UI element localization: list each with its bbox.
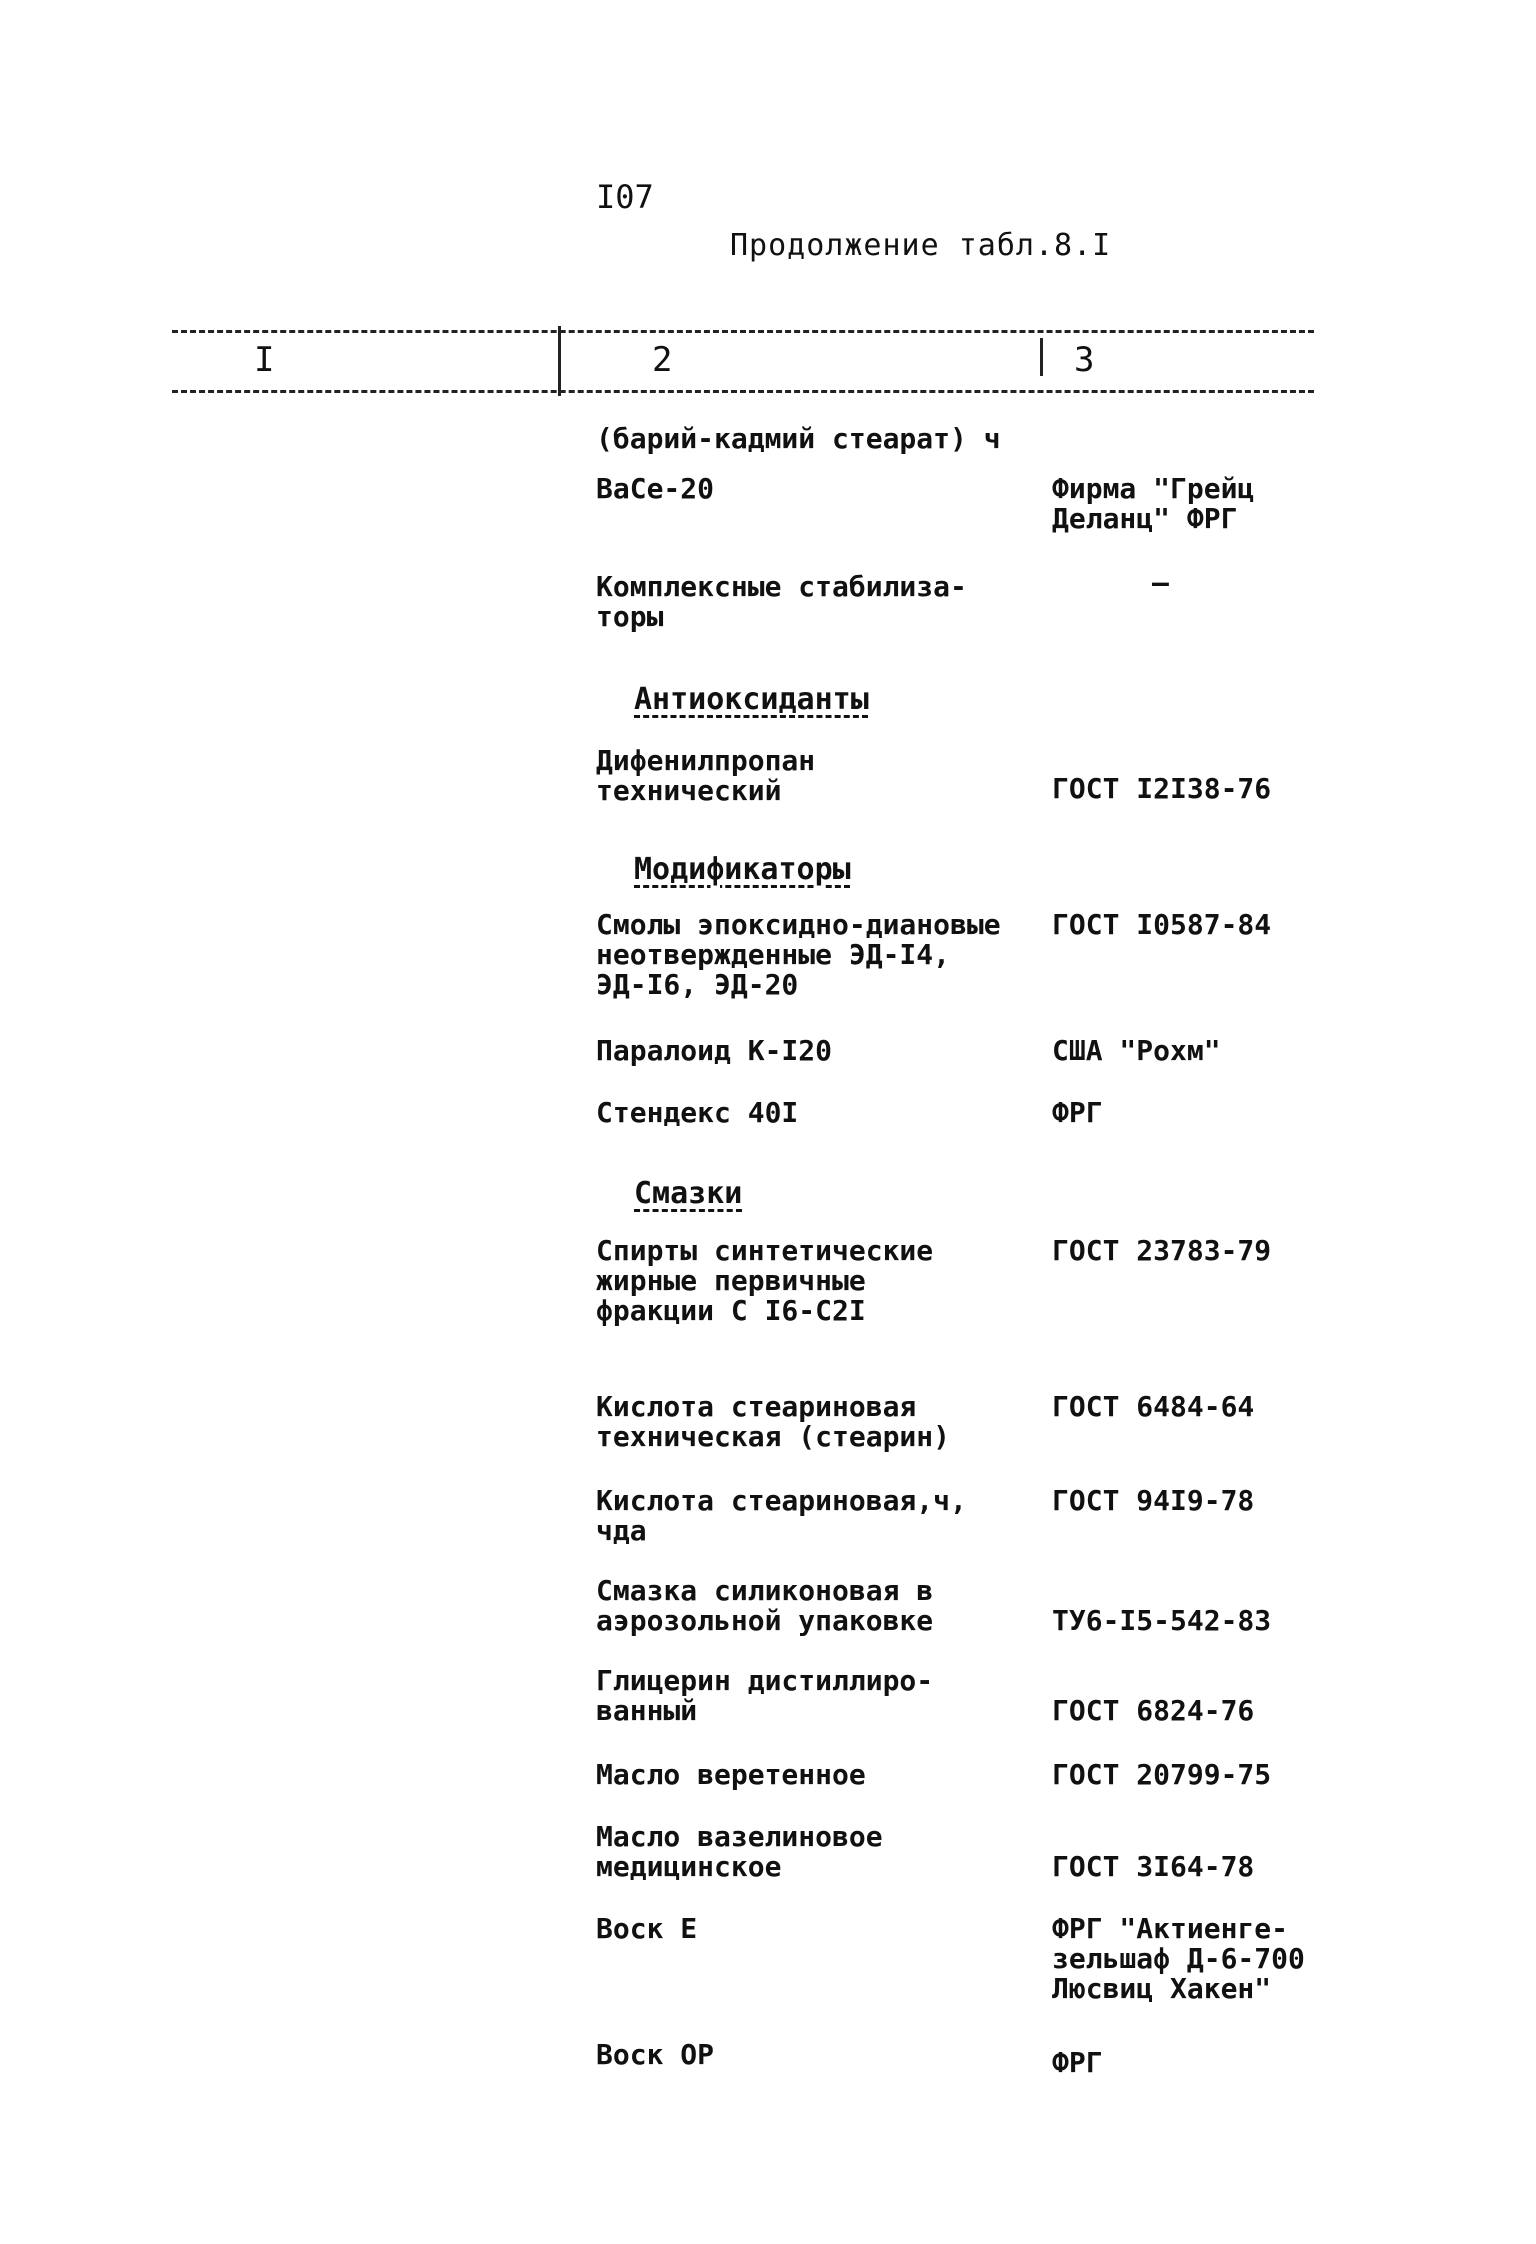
row-source: ГОСТ 6824-76: [1052, 1694, 1255, 1727]
row-name: Паралоид К-I20: [596, 1034, 833, 1067]
row-source: ГОСТ 20799-75: [1052, 1758, 1272, 1791]
table-caption: Продолжение табл.8.I: [730, 228, 1112, 263]
row-name: Комплексные стабилиза- торы: [596, 570, 967, 633]
row-name: Смазка силиконовая в аэрозольной упаковке: [596, 1574, 934, 1637]
row-source: ГОСТ I0587-84: [1052, 908, 1272, 941]
row-source: США "Рохм": [1052, 1034, 1221, 1067]
row-name: BaCe-20: [596, 472, 715, 505]
row-name: Глицерин дистиллиро- ванный: [596, 1664, 934, 1727]
row-source: Фирма "Грейц Деланц" ФРГ: [1052, 472, 1255, 535]
row-name: Кислота стеариновая,ч, чда: [596, 1484, 967, 1547]
row-name: Кислота стеариновая техническая (стеарин): [596, 1390, 951, 1453]
row-source: ГОСТ I2I38-76: [1052, 772, 1272, 805]
row-name: Воск ОР: [596, 2038, 715, 2071]
row-name: Смолы эпоксидно-диановые неотвержденные ЭД-I4, ЭД-I6, ЭД-20: [596, 908, 1001, 1001]
row-name: (барий-кадмий стеарат) ч: [596, 422, 1001, 455]
section-heading: Смазки: [634, 1176, 743, 1211]
table-top-rule: [172, 330, 1314, 333]
section-heading: Антиоксиданты: [634, 682, 869, 717]
row-name: Дифенилпропан технический: [596, 744, 816, 807]
table-header-col2: 2: [652, 340, 673, 380]
row-name: Масло веретенное: [596, 1758, 866, 1791]
row-source: ФРГ: [1052, 1096, 1103, 1129]
row-source: ГОСТ 23783-79: [1052, 1234, 1272, 1267]
row-name: Стендекс 40I: [596, 1096, 799, 1129]
section-heading: Модификаторы: [634, 852, 851, 887]
table-header-separator-1: [558, 326, 561, 396]
row-name: Масло вазелиновое медицинское: [596, 1820, 883, 1883]
row-source: ГОСТ 6484-64: [1052, 1390, 1255, 1423]
row-source: ТУ6-I5-542-83: [1052, 1604, 1272, 1637]
table-header-separator-2: [1040, 338, 1043, 376]
table-bottom-rule: [172, 390, 1314, 393]
row-source: ФРГ "Актиенге- зельшаф Д-6-700 Люсвиц Хакен": [1052, 1912, 1305, 2005]
row-source: ФРГ: [1052, 2046, 1103, 2079]
row-name: Спирты синтетические жирные первичные фракции С I6-C2I: [596, 1234, 934, 1327]
row-source: —: [1152, 566, 1169, 599]
page-number: I07: [596, 178, 654, 216]
row-name: Воск Е: [596, 1912, 698, 1945]
row-source: ГОСТ 3I64-78: [1052, 1850, 1255, 1883]
table-header-col1: I: [254, 340, 275, 380]
row-source: ГОСТ 94I9-78: [1052, 1484, 1255, 1517]
table-header-col3: 3: [1074, 340, 1095, 380]
